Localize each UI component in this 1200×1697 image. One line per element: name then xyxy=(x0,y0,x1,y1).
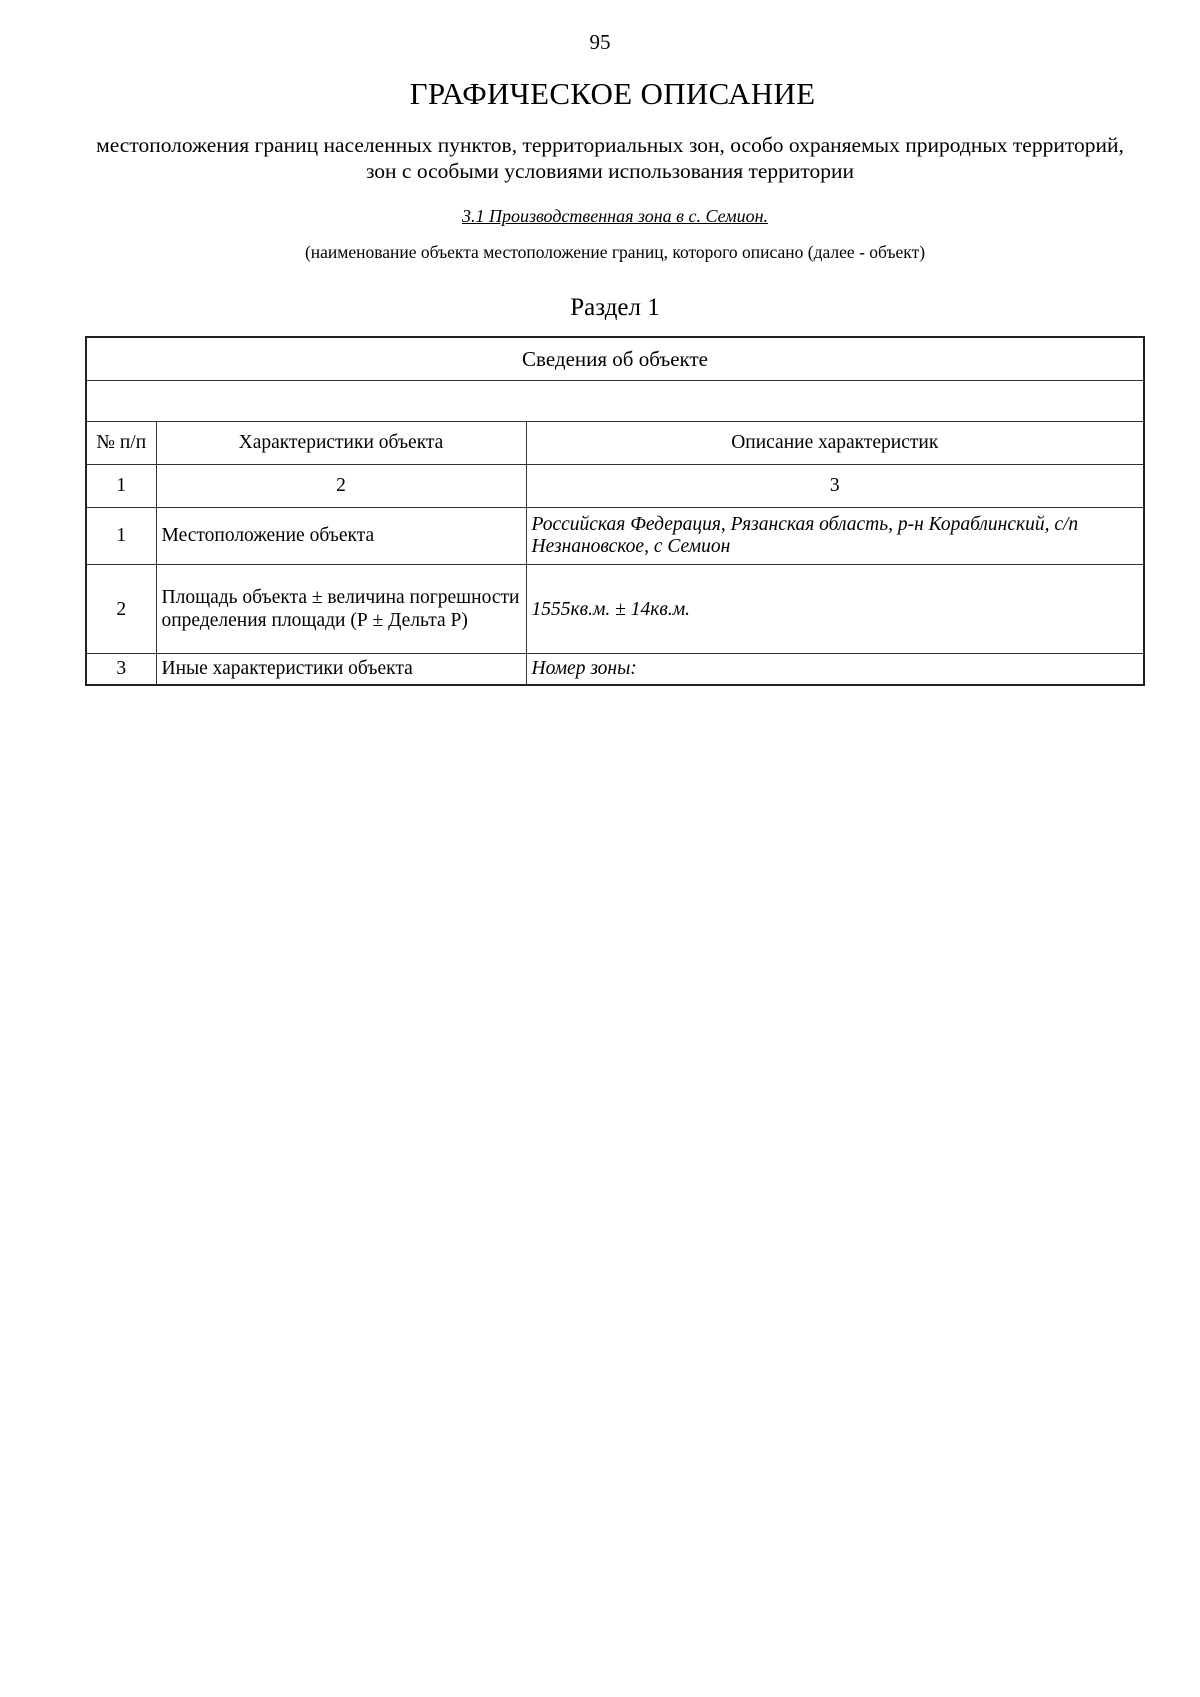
table-column-numbers-row xyxy=(86,465,1144,508)
table-row xyxy=(86,508,1144,565)
row-characteristic: Площадь объекта ± величина погрешности определения площади (Р ± Дельта Р) xyxy=(156,565,526,654)
table-empty-row xyxy=(86,381,1144,422)
document-subtitle: местоположения границ населенных пунктов, территориальных зон, особо охраняемых природных территорий, зон с особыми условиями использования территории xyxy=(96,133,1124,183)
object-name-caption: (наименование объекта местоположение границ, которого описано (далее - объект) xyxy=(304,242,926,262)
object-name: 3.1 Производственная зона в с. Семион. xyxy=(461,206,769,226)
row-description: 1555кв.м. ± 14кв.м. xyxy=(526,565,1144,654)
column-number-1: 1 xyxy=(86,465,156,508)
table-header-row xyxy=(86,422,1144,465)
row-characteristic: Местоположение объекта xyxy=(156,508,526,565)
row-number: 1 xyxy=(86,508,156,565)
table-row xyxy=(86,654,1144,686)
row-description: Номер зоны: xyxy=(526,654,1144,686)
column-header-number: № п/п xyxy=(86,422,156,465)
row-number: 2 xyxy=(86,565,156,654)
table-row xyxy=(86,565,1144,654)
column-header-characteristic: Характеристики объекта xyxy=(156,422,526,465)
column-number-2: 2 xyxy=(156,465,526,508)
column-number-3: 3 xyxy=(526,465,1144,508)
table-empty-cell xyxy=(86,381,1144,422)
page-number: 95 xyxy=(589,30,611,54)
row-characteristic: Иные характеристики объекта xyxy=(156,654,526,686)
table-heading: Сведения об объекте xyxy=(86,337,1144,381)
row-description: Российская Федерация, Рязанская область, р-н Кораблинский, с/п Незнановское, с Семион xyxy=(526,508,1144,565)
row-number: 3 xyxy=(86,654,156,686)
column-header-description: Описание характеристик xyxy=(526,422,1144,465)
document-title: ГРАФИЧЕСКОЕ ОПИСАНИЕ xyxy=(409,76,816,111)
table-heading-row xyxy=(86,337,1144,381)
object-info-table xyxy=(85,336,1145,686)
section-title: Раздел 1 xyxy=(570,294,660,321)
